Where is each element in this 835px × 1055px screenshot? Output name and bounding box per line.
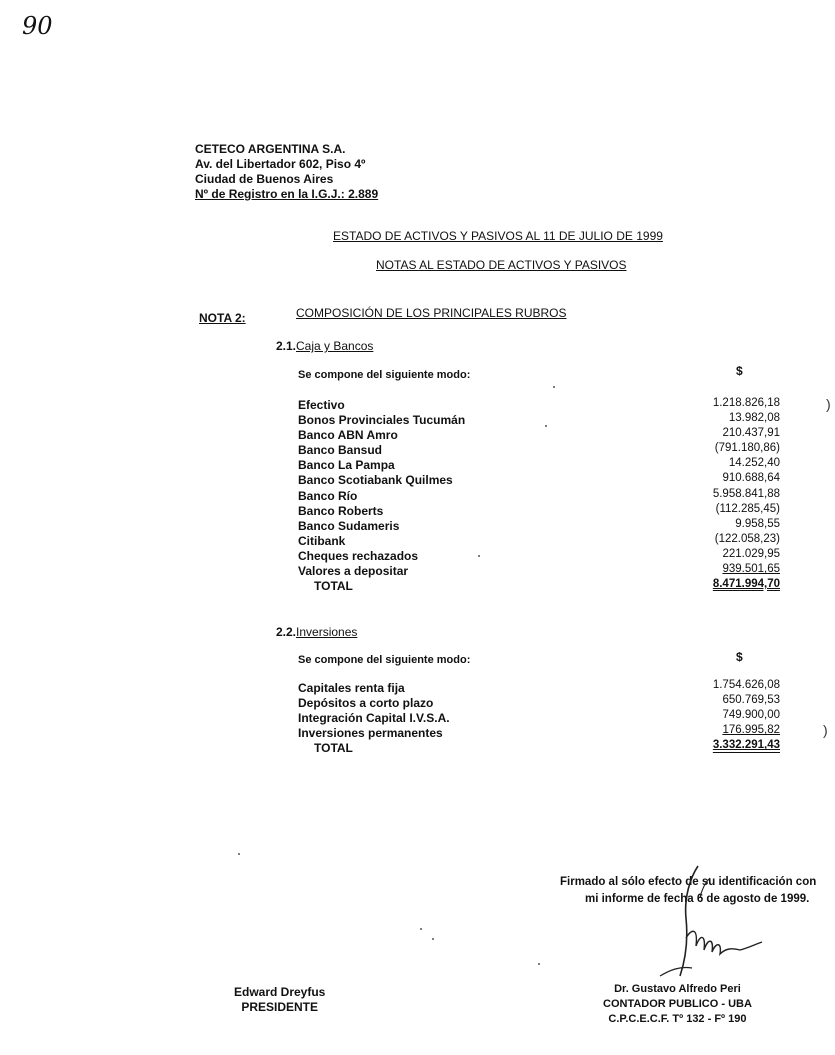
total-label: TOTAL	[314, 579, 353, 594]
row-value: 650.769,53	[722, 694, 780, 707]
auditor-block	[603, 982, 752, 1027]
row-label: Capitales renta fija	[298, 681, 405, 695]
company-registry: Nº de Registro en la I.G.J.: 2.889	[195, 187, 379, 201]
row-value: 176.995,82	[722, 724, 780, 737]
row-value: 14.252,40	[728, 457, 780, 470]
scan-speck	[432, 938, 434, 940]
inversiones-labels	[298, 681, 450, 756]
total-value: 3.332.291,43	[712, 739, 780, 752]
company-address: Av. del Libertador 602, Piso 4º	[195, 157, 366, 171]
row-value: 910.688,64	[722, 472, 780, 485]
row-label: Inversiones permanentes	[298, 726, 443, 741]
section-number: 2.1.	[276, 339, 297, 353]
row-label: Efectivo	[298, 398, 345, 412]
page-number: 90	[22, 12, 53, 40]
section-name: Caja y Bancos	[296, 339, 374, 353]
row-label: Bonos Provinciales Tucumán	[298, 413, 466, 428]
row-label: Banco La Pampa	[298, 458, 395, 473]
scan-speck	[420, 928, 422, 930]
scan-speck	[238, 853, 240, 855]
row-value: 939.501,65	[722, 563, 780, 576]
company-city: Ciudad de Buenos Aires	[195, 172, 334, 186]
section-caja-bancos-intro: Se compone del siguiente modo:	[298, 369, 471, 381]
row-label: Citibank	[298, 533, 346, 548]
row-value: 9.958,55	[735, 517, 780, 530]
row-value: 749.900,00	[722, 709, 780, 722]
auditor-registration: C.P.C.E.C.F. Tº 132 - Fº 190	[608, 1013, 747, 1025]
margin-mark: )	[826, 396, 831, 412]
inversiones-values	[670, 678, 780, 753]
row-label: Banco Roberts	[298, 503, 384, 518]
total-value: 8.471.994,70	[712, 578, 780, 591]
currency-symbol: $	[736, 364, 743, 378]
certification-line: mi informe de fecha 6 de agosto de 1999.	[585, 893, 810, 905]
row-value: 5.958.841,88	[712, 487, 780, 500]
nota-label: NOTA 2:	[199, 311, 246, 325]
scan-speck	[553, 386, 555, 388]
certification-line: Firmado al sólo efecto de su identificación con	[560, 876, 817, 888]
row-value: (112.285,45)	[715, 502, 780, 515]
row-label: Banco Bansud	[298, 443, 383, 458]
row-value: 1.218.826,18	[712, 397, 780, 409]
row-label: Banco ABN Amro	[298, 428, 398, 443]
auditor-title: CONTADOR PUBLICO - UBA	[603, 998, 752, 1010]
scan-speck	[478, 555, 480, 557]
row-value: (791.180,86)	[714, 442, 780, 455]
section-caja-bancos-title	[276, 339, 373, 353]
president-title: PRESIDENTE	[241, 1000, 319, 1014]
caja-bancos-values	[670, 396, 780, 592]
row-value: 13.982,08	[728, 412, 780, 425]
scan-speck	[538, 963, 540, 965]
auditor-signature-icon	[640, 858, 770, 988]
president-block	[234, 985, 325, 1015]
row-label: Valores a depositar	[298, 564, 409, 579]
section-inversiones-intro: Se compone del siguiente modo:	[298, 654, 471, 666]
row-label: Banco Río	[298, 488, 358, 503]
section-name: Inversiones	[296, 625, 358, 639]
auditor-name: Dr. Gustavo Alfredo Peri	[614, 983, 741, 995]
currency-symbol: $	[736, 650, 743, 664]
row-value: 1.754.626,08	[712, 679, 780, 691]
row-value: 221.029,95	[722, 547, 780, 560]
company-name: CETECO ARGENTINA S.A.	[195, 142, 346, 156]
section-inversiones-title	[276, 625, 357, 639]
row-label: Banco Scotiabank Quilmes	[298, 473, 453, 488]
row-value: 210.437,91	[722, 427, 780, 440]
president-name: Edward Dreyfus	[234, 985, 326, 999]
row-label: Cheques rechazados	[298, 548, 419, 563]
total-label: TOTAL	[314, 741, 353, 756]
row-label: Depósitos a corto plazo	[298, 696, 434, 711]
nota-title: COMPOSICIÓN DE LOS PRINCIPALES RUBROS	[296, 306, 567, 320]
row-label: Integración Capital I.V.S.A.	[298, 711, 450, 726]
row-label: Banco Sudameris	[298, 518, 400, 533]
section-number: 2.2.	[276, 625, 297, 639]
row-value: (122.058,23)	[714, 532, 780, 545]
document-title: ESTADO DE ACTIVOS Y PASIVOS AL 11 DE JULIO DE 1999	[333, 229, 663, 243]
document-subtitle: NOTAS AL ESTADO DE ACTIVOS Y PASIVOS	[376, 258, 627, 272]
company-header	[195, 142, 378, 202]
caja-bancos-labels	[298, 398, 465, 594]
scan-speck	[545, 425, 547, 427]
margin-mark: )	[823, 722, 828, 738]
